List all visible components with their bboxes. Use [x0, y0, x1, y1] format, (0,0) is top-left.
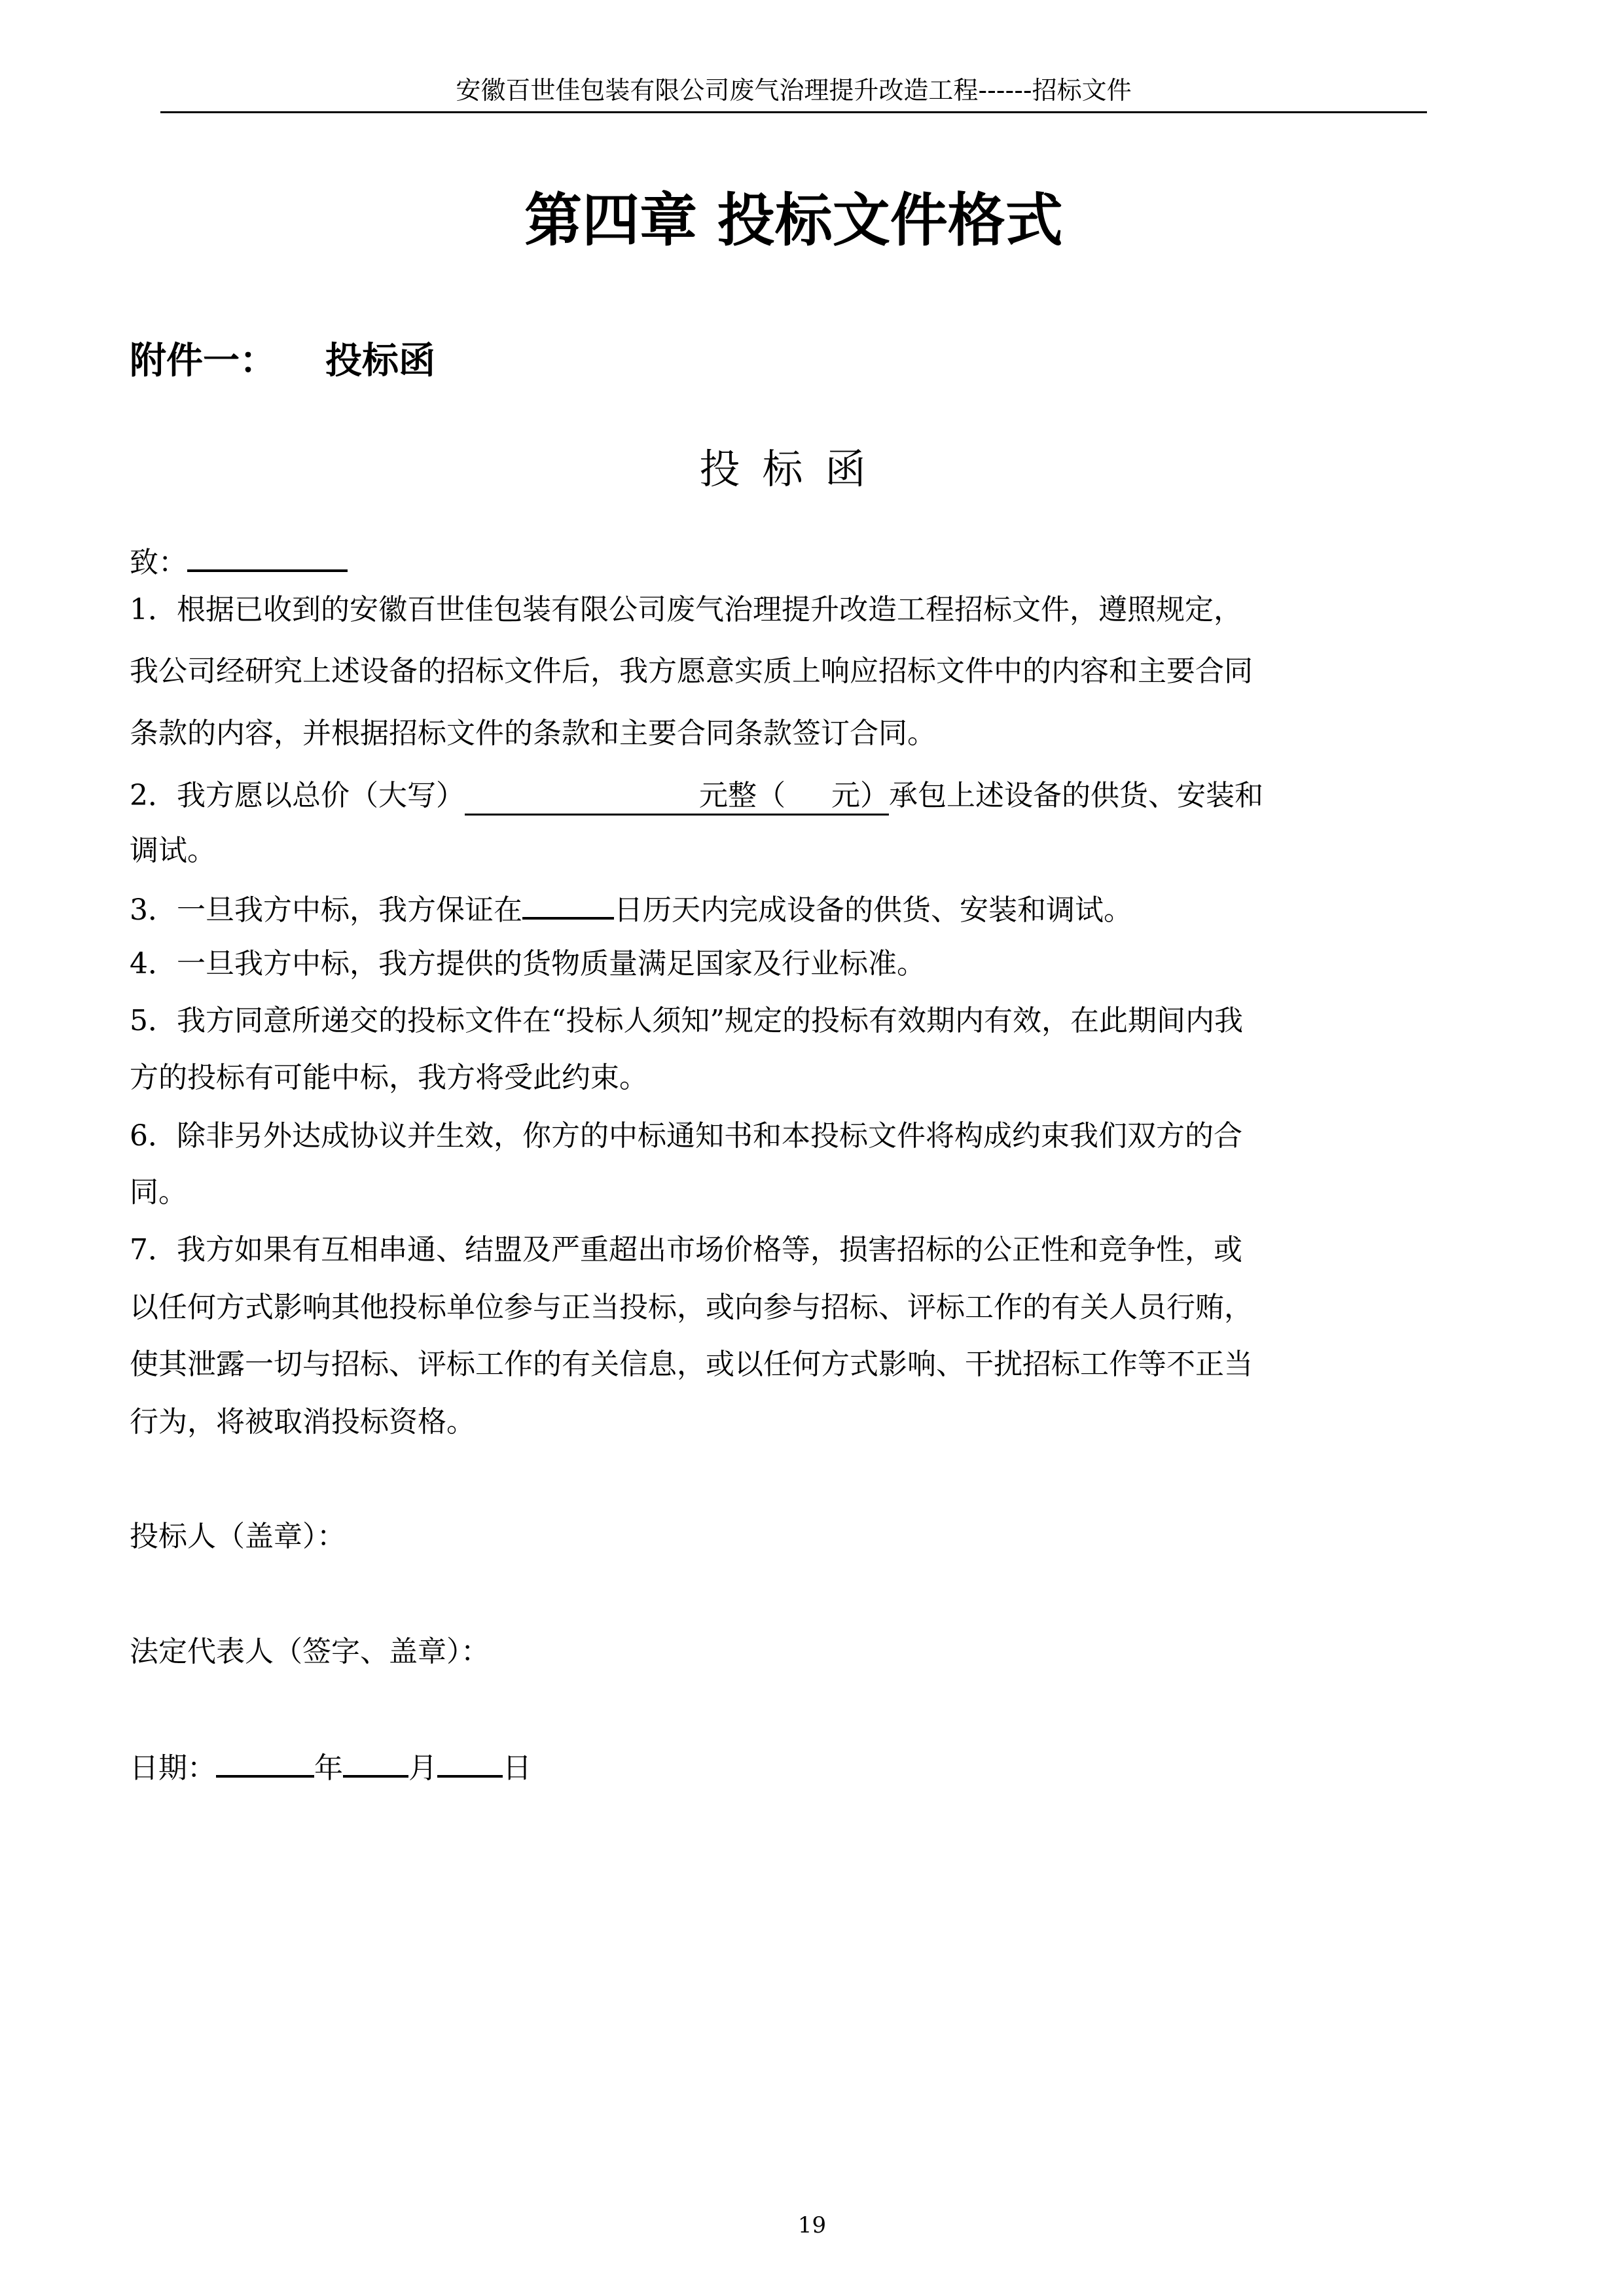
- clause-7-line-4: 行为，将被取消投标资格。: [130, 1405, 475, 1439]
- clause-6-line-1: 6．除非另外达成协议并生效，你方的中标通知书和本投标文件将构成约束我们双方的合: [130, 1119, 1242, 1153]
- recipient-blank[interactable]: [187, 541, 348, 572]
- chapter-title: 第四章 投标文件格式: [524, 187, 1063, 254]
- annex-heading: [130, 335, 435, 387]
- clause-4-line: 4．一旦我方中标，我方提供的货物质量满足国家及行业标准。: [130, 947, 926, 980]
- year-blank[interactable]: [216, 1746, 314, 1778]
- month-label: 月: [408, 1751, 437, 1785]
- yuan-label: 元）: [831, 779, 889, 812]
- date-line: [130, 1746, 532, 1788]
- letter-title: 投标函: [699, 445, 888, 493]
- clause-3-text-a: 3．一旦我方中标，我方保证在: [130, 893, 522, 927]
- clause-2-text-a: 2．我方愿以总价（大写）: [130, 779, 465, 812]
- day-blank[interactable]: [437, 1746, 503, 1778]
- day-label: 日: [503, 1751, 532, 1785]
- legal-rep-line: 法定代表人（签字、盖章）：: [130, 1635, 490, 1668]
- bidder-seal-line: 投标人（盖章）：: [130, 1520, 346, 1553]
- clause-3-line: [130, 888, 1132, 930]
- clause-2-text-d: 承包上述设备的供货、安装和: [889, 779, 1263, 812]
- year-label: 年: [314, 1751, 343, 1785]
- clause-6-line-2: 同。: [130, 1175, 187, 1209]
- clause-1-line-2: 我公司经研究上述设备的招标文件后，我方愿意实质上响应招标文件中的内容和主要合同: [130, 655, 1253, 688]
- clause-7-line-3: 使其泄露一切与招标、评标工作的有关信息，或以任何方式影响、干扰招标工作等不正当: [130, 1348, 1253, 1381]
- salutation-line: [130, 541, 348, 583]
- clause-5-line-1: 5．我方同意所递交的投标文件在“投标人须知”规定的投标有效期内有效，在此期间内我: [130, 1004, 1243, 1037]
- annex-label: 附件一：: [130, 340, 276, 382]
- running-header: 安徽百世佳包装有限公司废气治理提升改造工程------招标文件: [456, 76, 1132, 105]
- total-price-field[interactable]: [465, 779, 889, 816]
- clause-7-line-1: 7．我方如果有互相串通、结盟及严重超出市场价格等，损害招标的公正性和竞争性，或: [130, 1233, 1242, 1266]
- clause-1-line-3: 条款的内容，并根据招标文件的条款和主要合同条款签订合同。: [130, 717, 936, 750]
- days-blank[interactable]: [522, 888, 614, 920]
- page-number: 19: [797, 2212, 827, 2238]
- clause-2-line-2: 调试。: [130, 834, 216, 867]
- salutation-label: 致：: [130, 546, 187, 579]
- clause-7-line-2: 以任何方式影响其他投标单位参与正当投标，或向参与招标、评标工作的有关人员行贿，: [130, 1291, 1253, 1324]
- clause-3-text-b: 日历天内完成设备的供货、安装和调试。: [614, 893, 1132, 927]
- annex-title: 投标函: [325, 340, 435, 382]
- date-label: 日期：: [130, 1751, 216, 1785]
- clause-1-line-1: 1．根据已收到的安徽百世佳包装有限公司废气治理提升改造工程招标文件，遵照规定，: [130, 593, 1242, 626]
- month-blank[interactable]: [343, 1746, 408, 1778]
- header-rule: [160, 111, 1427, 113]
- yuan-zheng-label: 元整（: [699, 779, 785, 812]
- clause-5-line-2: 方的投标有可能中标，我方将受此约束。: [130, 1061, 648, 1094]
- clause-2-line-1: [130, 776, 1263, 816]
